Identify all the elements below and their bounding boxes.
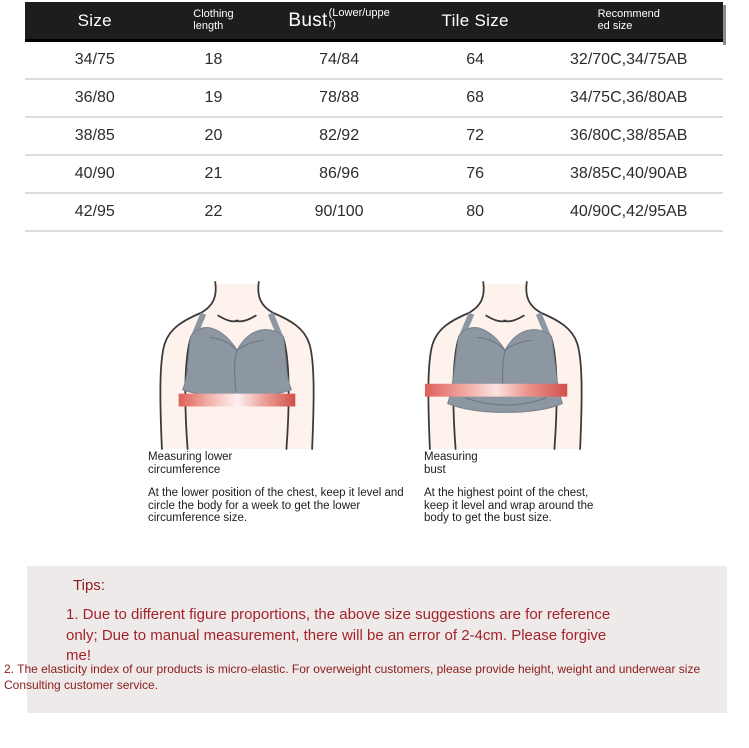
- cell-clothing-length: 19: [204, 89, 223, 106]
- header-clothing-length-label: Clothing length: [193, 8, 234, 32]
- header-recommended-size: [535, 2, 723, 39]
- cell-size: 40/90: [74, 165, 115, 182]
- cell-size: 36/80: [74, 89, 115, 106]
- bust-description: At the highest point of the chest, keep it level and wrap around the body to get the bust size.: [424, 487, 594, 524]
- header-recommended-size-label: Recommend ed size: [597, 8, 660, 32]
- cell-bust: 86/96: [319, 165, 360, 182]
- cell-clothing-length: 18: [204, 51, 223, 68]
- cell-recommended-size: 38/85C,40/90AB: [570, 165, 688, 182]
- header-tile-size-label: Tile Size: [441, 10, 509, 30]
- table-row: [25, 42, 723, 80]
- size-table-header: [25, 2, 723, 42]
- cell-recommended-size: 40/90C,42/95AB: [570, 203, 688, 220]
- cell-tile-size: 72: [466, 127, 485, 144]
- cell-tile-size: 68: [466, 89, 485, 106]
- cell-bust: 82/92: [319, 127, 360, 144]
- tips-title: Tips:: [73, 577, 105, 594]
- cell-clothing-length: 20: [204, 127, 223, 144]
- header-bust-sublabel: (Lower/uppe r): [328, 6, 390, 30]
- cell-recommended-size: 32/70C,34/75AB: [570, 51, 688, 68]
- table-row: [25, 118, 723, 156]
- table-row: [25, 80, 723, 118]
- header-tile-size: [416, 2, 535, 39]
- torso-bust-band-drawing: [421, 280, 589, 450]
- size-table-body: [25, 42, 723, 232]
- header-bust: [262, 2, 416, 39]
- lower-circumference-illustration: [153, 280, 321, 450]
- cell-bust: 90/100: [314, 203, 364, 220]
- cell-recommended-size: 34/75C,36/80AB: [570, 89, 688, 106]
- red-measuring-band: [179, 394, 296, 407]
- cell-size: 38/85: [74, 127, 115, 144]
- table-row: [25, 194, 723, 232]
- table-row: [25, 156, 723, 194]
- bust-measuring-illustration: [421, 280, 589, 450]
- cell-tile-size: 64: [466, 51, 485, 68]
- bust-label: Measuring bust: [424, 451, 478, 476]
- header-clothing-length: [165, 2, 263, 39]
- tip-1: 1. Due to different figure proportions, the above size suggestions are for reference only; Due to manual measurement, there will be an error of 2-4cm. Please forgive me!: [66, 606, 611, 664]
- cell-tile-size: 76: [466, 165, 485, 182]
- cell-clothing-length: 22: [204, 203, 223, 220]
- torso-lower-band-drawing: [153, 280, 321, 450]
- cell-size: 42/95: [74, 203, 115, 220]
- cell-recommended-size: 36/80C,38/85AB: [570, 127, 688, 144]
- lower-circumference-description: At the lower position of the chest, keep it level and circle the body for a week to get the lower circumference size.: [148, 487, 404, 524]
- cell-clothing-length: 21: [204, 165, 223, 182]
- header-size-label: Size: [77, 10, 112, 30]
- cell-tile-size: 80: [466, 203, 485, 220]
- lower-circumference-label: Measuring lower circumference: [148, 451, 233, 476]
- cell-bust: 78/88: [319, 89, 360, 106]
- header-bust-label: Bust: [288, 9, 328, 31]
- cell-bust: 74/84: [319, 51, 360, 68]
- red-measuring-band: [425, 384, 567, 397]
- cell-size: 34/75: [74, 51, 115, 68]
- tip-2: 2. The elasticity index of our products is micro-elastic. For overweight customers, please provide height, weight and underwear size Consulting customer service.: [4, 662, 701, 692]
- header-size: [25, 2, 165, 39]
